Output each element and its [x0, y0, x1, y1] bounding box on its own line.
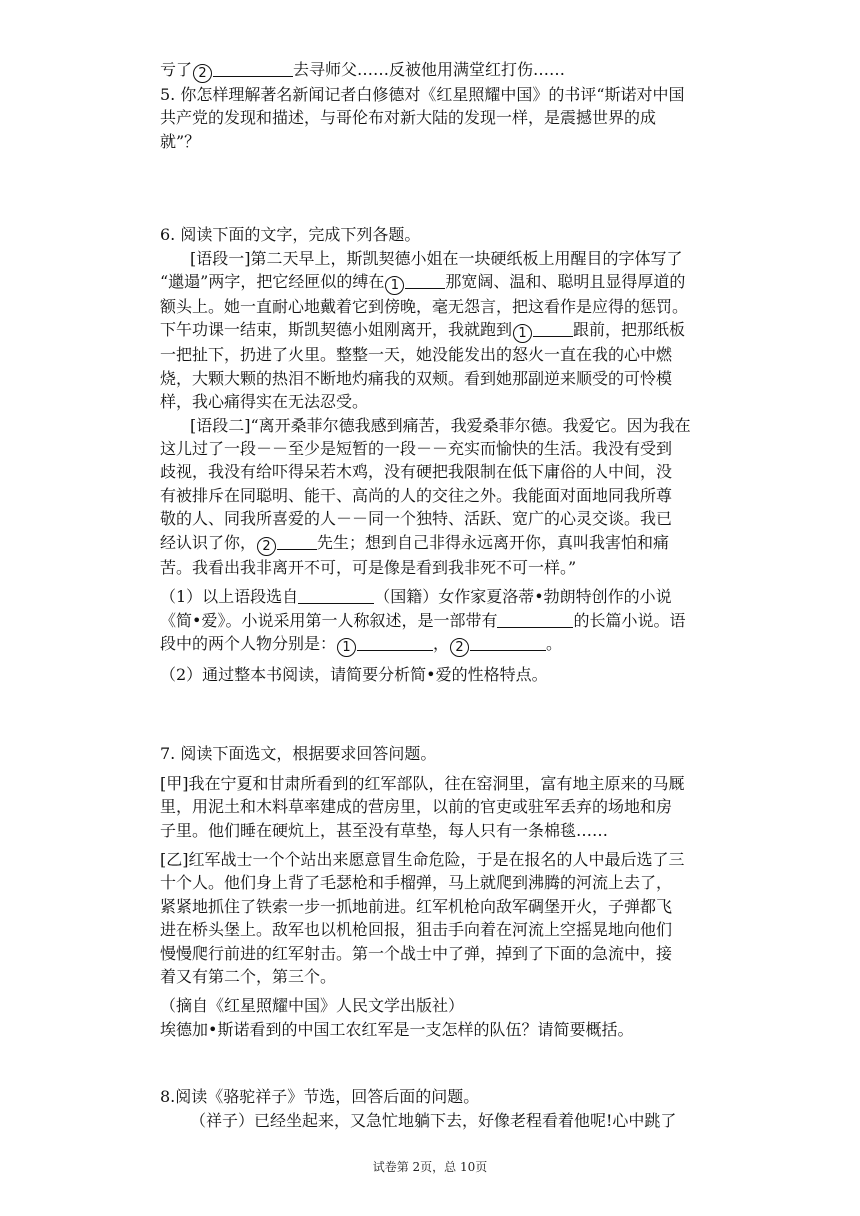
answer-blank[interactable]	[470, 634, 546, 651]
answer-blank[interactable]	[405, 272, 445, 289]
passage-a: [甲]我在宁夏和甘肃所看到的红军部队，往在窑洞里，富有地主原来的马厩 里，用泥土和木料草率建成的营房里，以前的官吏或驻军丢弃的场地和房 子里。他们睡在硬炕上，甚至没有草垫，每人只有一条棉毯……	[160, 773, 685, 840]
circled-number: 2	[257, 537, 276, 556]
passage-line: 烧，大颗大颗的热泪不断地灼痛我的双颊。看到她那副逆来顺受的可怜模	[160, 368, 673, 388]
question-title: 7. 阅读下面选文，根据要求回答问题。	[160, 744, 437, 764]
passage-line: 苦。我看出我非离开不可，可是像是看到我非死不可一样。”	[160, 557, 577, 577]
question-title: 6. 阅读下面的文字，完成下列各题。	[160, 225, 421, 245]
page-footer: 试卷第 2页，总 10页	[372, 1160, 488, 1174]
continued-line	[160, 58, 730, 83]
answer-blank[interactable]	[533, 320, 573, 337]
passage-line: 样，我心痛得实在无法忍受。	[160, 392, 369, 412]
question-5	[160, 83, 730, 153]
passage-line: [语段一]第二天早上，斯凯契德小姐在一块硬纸板上用醒目的字体写了	[190, 248, 683, 268]
passage-line: 歧视，我没有给吓得呆若木鸡，没有硬把我限制在低下庸俗的人中间，没	[160, 462, 673, 482]
passage-line: 有被排斥在同聪明、能干、高尚的人的交往之外。我能面对面地同我所尊	[160, 485, 673, 505]
circled-number: 1	[337, 638, 356, 657]
passage-line: “邋遢”两字，把它经匣似的缚在 1 那宽阔、温和、聪明且显得厚道的	[160, 272, 686, 294]
passage-line: 敬的人、同我所喜爱的人－－同一个独特、活跃、宽广的心灵交谈。我已	[160, 509, 673, 529]
question-text: 共产党的发现和描述，与哥伦布对新大陆的发现一样，是震撼世界的成	[160, 108, 657, 128]
source-note: （摘自《红星照耀中国》人民文学出版社）	[160, 996, 465, 1016]
answer-blank[interactable]	[213, 60, 293, 77]
text: 去寻师父……反被他用满堂红打伤……	[293, 60, 566, 79]
circled-number: 1	[513, 324, 532, 343]
question-7	[160, 742, 730, 1041]
passage-line: 一把扯下，扔进了火里。整整一天，她没能发出的怒火一直在我的心中燃	[160, 345, 673, 365]
passage-line: 下午功课一结束，斯凯契德小姐刚离开，我就跑到 1 跟前，把那纸板	[160, 320, 686, 342]
passage-line: 这儿过了一段－－至少是短暂的一段－－充实而愉快的生活。我没有受到	[160, 439, 673, 459]
circled-number: 1	[385, 276, 404, 295]
passage-line: 额头上。她一直耐心地戴着它到傍晚，毫无怨言，把这看作是应得的惩罚。	[160, 297, 689, 317]
answer-blank[interactable]	[497, 611, 573, 628]
question-text: 埃德加•斯诺看到的中国工农红军是一支怎样的队伍？请简要概括。	[160, 1019, 634, 1039]
answer-blank[interactable]	[277, 533, 317, 550]
question-text: 5. 你怎样理解著名新闻记者白修德对《红星照耀中国》的书评“斯诺对中国	[160, 85, 685, 104]
page-content	[160, 58, 730, 1132]
circled-number: 2	[450, 638, 469, 657]
circled-number: 2	[193, 64, 212, 83]
passage-line: [语段二]“离开桑菲尔德我感到痛苦，我爱桑菲尔德。我爱它。因为我在	[190, 415, 691, 435]
passage-b: [乙]红军战士一个个站出来愿意冒生命危险，于是在报名的人中最后选了三 十个人。他们身上背了毛瑟枪和手榴弹，马上就爬到沸腾的河流上去了， 紧紧地抓住了铁索一步一抓地前进。红军机枪向敌军碉堡开火，子弹都飞 进在桥头堡上。敌军也以机枪回报，狙击手向着在河流上空摇晃地向他们 慢慢爬行前进的红军射击。第一个战士中了弹，掉到了下面的急流中，接 着又有第二个，第三个。	[160, 849, 685, 986]
passage-line: 经认识了你， 2 先生；想到自己非得永远离开你，真叫我害怕和痛	[160, 532, 670, 554]
sub-question-1: （1）以上语段选自 （国籍）女作家夏洛蒂•勃朗特创作的小说 《简•爱》。小说采用第一人称叙述，是一部带有 的长篇小说。语 段中的两个人物分别是： 1 ， 2 。	[160, 587, 686, 655]
text: 亏了	[160, 60, 193, 79]
sub-question-2: （2）通过整本书阅读，请简要分析简•爱的性格特点。	[160, 664, 548, 684]
question-6	[160, 223, 730, 686]
passage-line: （祥子）已经坐起来，又急忙地躺下去，好像老程看着他呢!心中跳了	[190, 1110, 677, 1130]
question-8	[160, 1085, 730, 1132]
question-title: 8.阅读《骆驼祥子》节选，回答后面的问题。	[160, 1087, 480, 1107]
question-text: 就”？	[160, 131, 201, 151]
answer-blank[interactable]	[357, 634, 433, 651]
answer-blank[interactable]	[298, 587, 374, 604]
